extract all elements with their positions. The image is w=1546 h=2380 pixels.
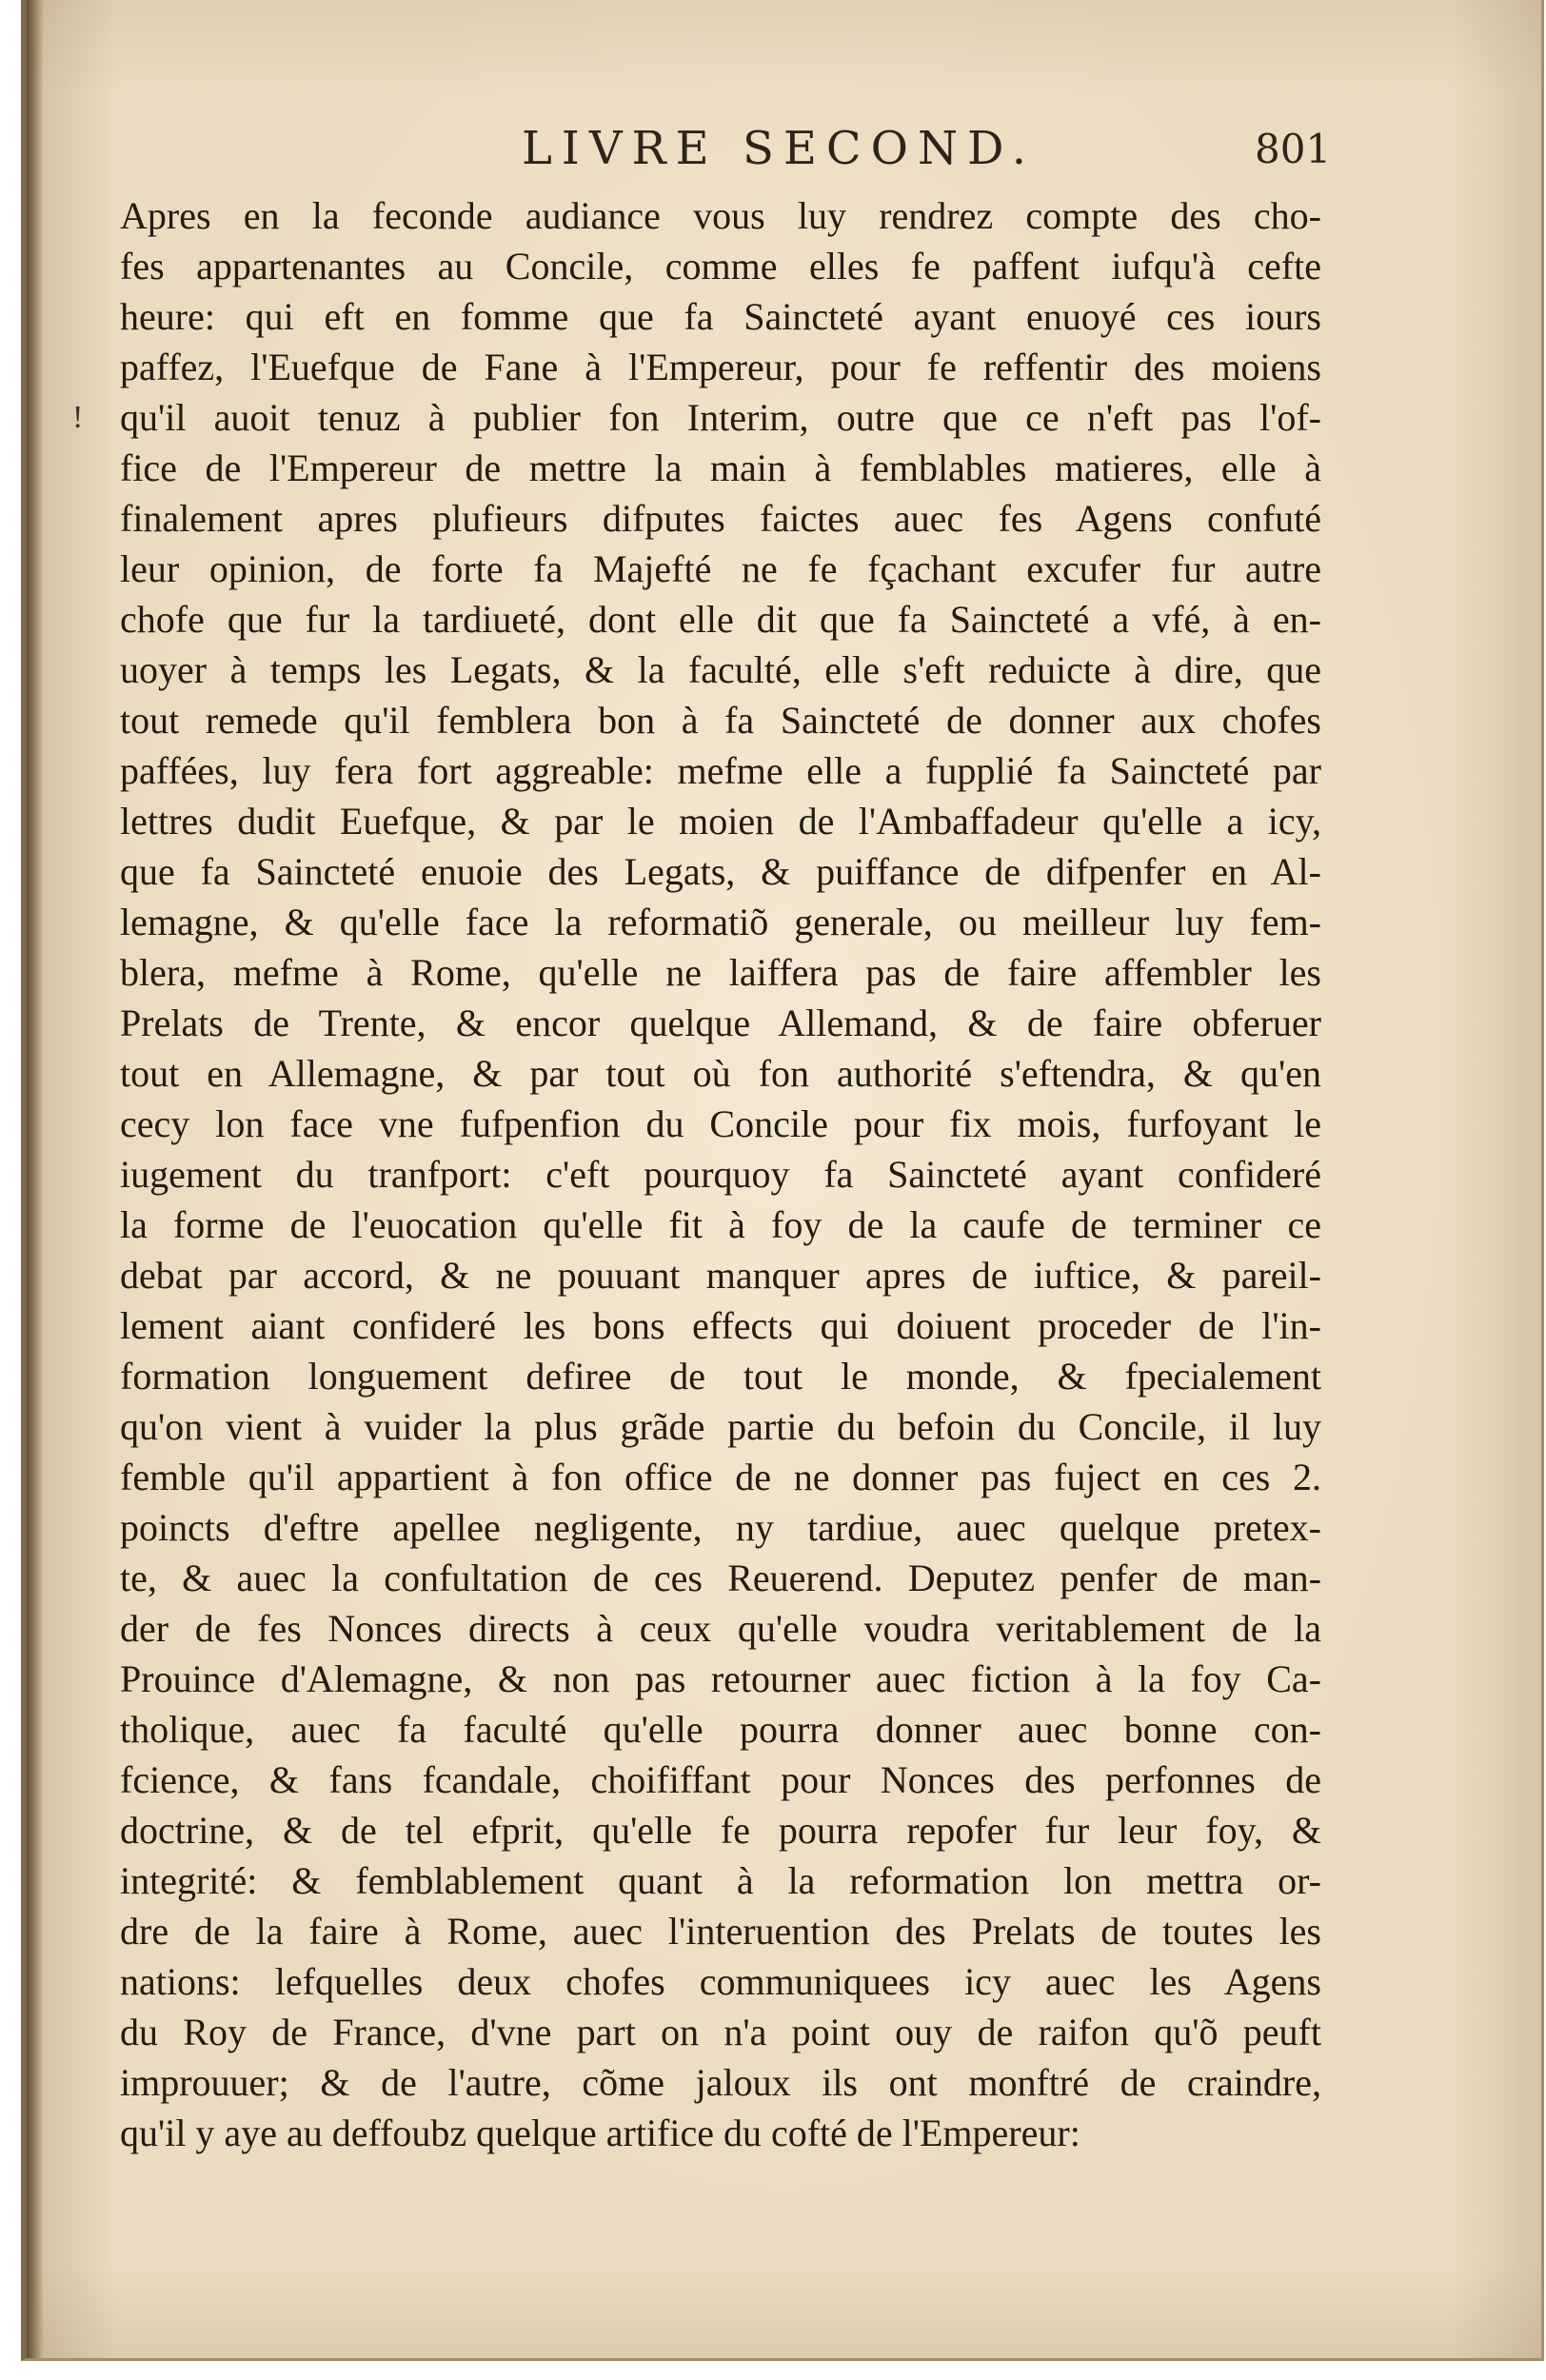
- text-line: finalement apres plufieurs difputes faictes auec fes Agens confuté: [120, 497, 1321, 540]
- text-line: Prouince d'Alemagne, & non pas retourner auec fiction à la foy Ca-: [120, 1657, 1321, 1700]
- text-line: der de fes Nonces directs à ceux qu'elle voudra veritablement de la: [120, 1607, 1321, 1650]
- text-line: integrité: & femblablement quant à la reformation lon mettra or-: [120, 1859, 1321, 1902]
- text-line: lemagne, & qu'elle face la reformatiõ generale, ou meilleur luy fem-: [120, 901, 1321, 943]
- text-line: te, & auec la confultation de ces Reuerend. Deputez penfer de man-: [120, 1557, 1321, 1599]
- text-line: Apres en la feconde audiance vous luy rendrez compte des cho-: [120, 194, 1321, 237]
- text-line: chofe que fur la tardiueté, dont elle dit que fa Saincteté a vfé, à en-: [120, 598, 1321, 641]
- text-line: fice de l'Empereur de mettre la main à femblables matieres, elle à: [120, 446, 1321, 489]
- text-line: qu'il auoit tenuz à publier fon Interim, outre que ce n'eft pas l'of-: [120, 396, 1321, 439]
- page-binding-edge: [27, 0, 44, 2358]
- text-line: tout en Allemagne, & par tout où fon authorité s'eftendra, & qu'en: [120, 1052, 1321, 1095]
- text-line: iugement du tranfport: c'eft pourquoy fa Saincteté ayant confideré: [120, 1153, 1321, 1196]
- text-line: du Roy de France, d'vne part on n'a point ouy de raifon qu'õ peuft: [120, 2011, 1321, 2053]
- text-line: debat par accord, & ne pouuant manquer apres de iuftice, & pareil-: [120, 1254, 1321, 1297]
- body-text: [120, 190, 1321, 2158]
- page-number: 801: [1255, 126, 1332, 172]
- text-line: femble qu'il appartient à fon office de ne donner pas fuject en ces 2.: [120, 1456, 1321, 1498]
- text-line: lettres dudit Euefque, & par le moien de l'Ambaffadeur qu'elle a icy,: [120, 800, 1321, 843]
- text-line: paffez, l'Euefque de Fane à l'Empereur, pour fe reffentir des moiens: [120, 346, 1321, 388]
- text-line: heure: qui eft en fomme que fa Saincteté ayant enuoyé ces iours: [120, 295, 1321, 338]
- text-line: dre de la faire à Rome, auec l'interuention des Prelats de toutes les: [120, 1910, 1321, 1953]
- text-line: nations: lefquelles deux chofes communiquees icy auec les Agens: [120, 1960, 1321, 2003]
- running-title: LIVRE SECOND.: [522, 122, 1036, 175]
- text-line: qu'il y aye au deffoubz quelque artifice du cofté de l'Empereur:: [120, 2112, 1080, 2154]
- text-line: fcience, & fans fcandale, choififfant pour Nonces des perfonnes de: [120, 1758, 1321, 1801]
- text-line: uoyer à temps les Legats, & la faculté, elle s'eft reduicte à dire, que: [120, 648, 1321, 691]
- text-line: poincts d'eftre apellee negligente, ny tardiue, auec quelque pretex-: [120, 1506, 1321, 1549]
- text-line: improuuer; & de l'autre, cõme jaloux ils ont monftré de craindre,: [120, 2061, 1321, 2104]
- text-line: tholique, auec fa faculté qu'elle pourra donner auec bonne con-: [120, 1708, 1321, 1751]
- text-line: la forme de l'euocation qu'elle fit à foy de la caufe de terminer ce: [120, 1203, 1321, 1246]
- text-line: qu'on vient à vuider la plus grãde partie du befoin du Concile, il luy: [120, 1405, 1321, 1448]
- text-line: paffées, luy fera fort aggreable: mefme elle a fupplié fa Saincteté par: [120, 749, 1321, 792]
- text-line: tout remede qu'il femblera bon à fa Saincteté de donner aux chofes: [120, 699, 1321, 742]
- text-line: fes appartenantes au Concile, comme elles fe paffent iufqu'à cefte: [120, 245, 1321, 288]
- text-line: lement aiant confideré les bons effects qui doiuent proceder de l'in-: [120, 1304, 1321, 1347]
- text-line: formation longuement defiree de tout le monde, & fpecialement: [120, 1355, 1321, 1398]
- text-line: que fa Saincteté enuoie des Legats, & puiffance de difpenfer en Al-: [120, 850, 1321, 893]
- text-line: Prelats de Trente, & encor quelque Allemand, & de faire obferuer: [120, 1002, 1321, 1044]
- text-line: doctrine, & de tel efprit, qu'elle fe pourra repofer fur leur foy, &: [120, 1809, 1321, 1852]
- text-line: blera, mefme à Rome, qu'elle ne laiffera pas de faire affembler les: [120, 951, 1321, 994]
- margin-mark: !: [72, 400, 84, 435]
- text-line: leur opinion, de forte fa Majefté ne fe fçachant excufer fur autre: [120, 547, 1321, 590]
- book-page: [21, 0, 1544, 2361]
- text-line: cecy lon face vne fufpenfion du Concile pour fix mois, furfoyant le: [120, 1102, 1321, 1145]
